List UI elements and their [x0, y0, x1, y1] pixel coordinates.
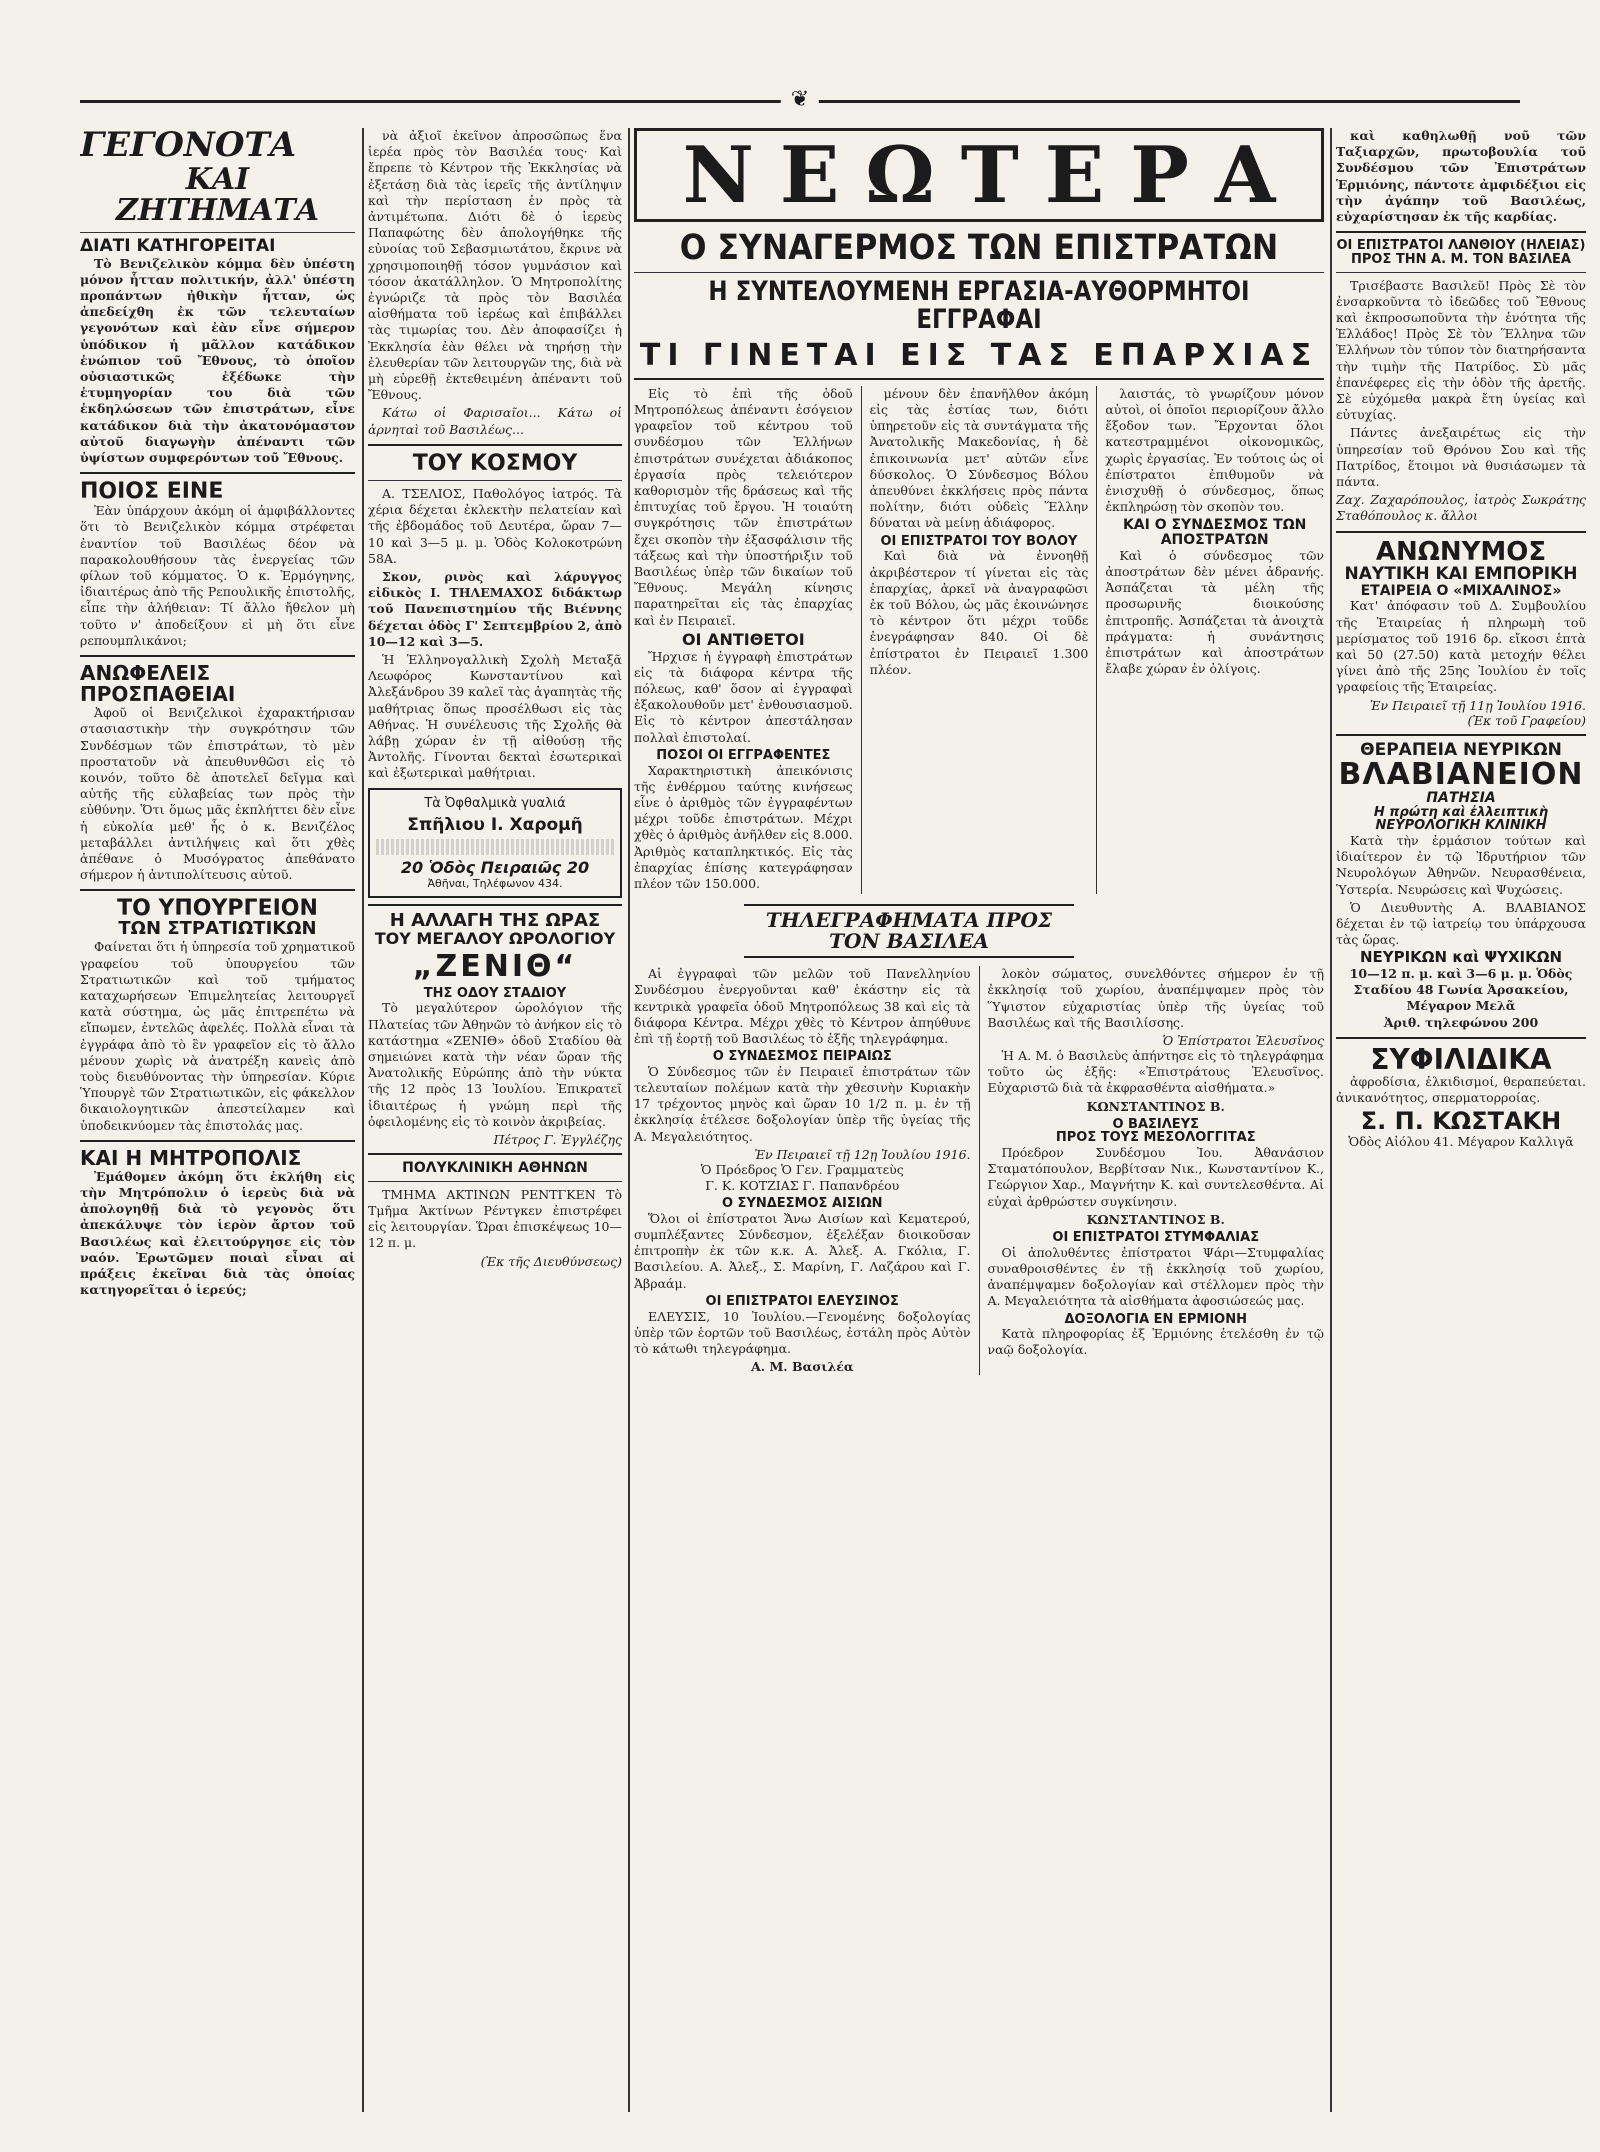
signature: Ἐν Πειραιεῖ τῇ 11ῃ Ἰουλίου 1916.: [1369, 697, 1586, 713]
signature: ΚΩΝΣΤΑΝΤΙΝΟΣ Β.: [1086, 1211, 1225, 1227]
column-2: [368, 128, 622, 1269]
signature: (Ἐκ τοῦ Γραφείου): [1467, 712, 1586, 728]
article-subheading: ΤΩΝ ΣΤΡΑΤΙΩΤΙΚΩΝ: [118, 918, 317, 940]
ad-body: Κατ' ἀπόφασιν τοῦ Δ. Συμβουλίου τῆς Ἑταιρείας ἡ πληρωμὴ τοῦ μερίσματος τοῦ 1916 δρ. εἴκοσι ἑπτὰ καὶ 50 (27.50) κατὰ μετοχήν θέλει γίνει ἀπὸ τῆς 25ης Ἰουλίου ἐν τοῖς γραφείοις τῆς Ἑταιρείας.: [1336, 598, 1586, 695]
ad-body: Ὁ Διευθυντὴς Α. ΒΛΑΒΙΑΝΟΣ δέχεται ἐν τῷ ἰατρείῳ του ὑπάρχουσα τὰς ὥρας.: [1336, 899, 1586, 948]
article-subheading: ΤΗΣ ΟΔΟΥ ΣΤΑΔΙΟΥ: [423, 985, 567, 1001]
column-rule: [362, 128, 364, 2112]
center-block: [634, 128, 1324, 1375]
signature: (Ἐκ τῆς Διευθύνσεως): [480, 1253, 622, 1269]
signature: Γ. Κ. ΚΟΤΖΙΑΣ Γ. Παπανδρέου: [705, 1178, 900, 1194]
ad-brand: ΒΛΑΒΙΑΝΕΙΟΝ: [1338, 757, 1584, 793]
ad-body: ἀφροδίσια, ἐλκιδισμοί, θεραπεύεται. ἀνικανότητος, σπερματορροίας.: [1336, 1074, 1586, 1106]
ad-brand: ΣΥΦΙΛΙΔΙΚΑ: [1370, 1042, 1552, 1076]
article-body: Καὶ διὰ νὰ ἐννοηθῇ ἀκριβέστερον τί γίνεται εἰς τὰς ἐπαρχίας, ἀρκεῖ νὰ ἀναγραφῶσι ἐκ τοῦ Βόλου, ὡς μᾶς ἐκοινώνησε τὸ κέντρον ὅτι μέχρι τοῦδε ἐνεγράφησαν 840. Οἱ δὲ ἐπίστρατοι ἐν Πειραιεῖ 1.300 πλέον.: [869, 548, 1089, 677]
signature: Ὁ Ἐπίστρατοι Ἐλευσῖνος: [1162, 1032, 1324, 1048]
article-body: Κατὰ πληροφορίας ἐξ Ἑρμιόνης ἐτελέσθη ἐν τῷ ναῷ δοξολογία.: [987, 1326, 1324, 1358]
article-heading: ΠΟΙΟΣ ΕΙΝΕ: [80, 479, 224, 505]
ad-brand: Σ. Π. ΚΩΣΤΑΚΗ: [1360, 1106, 1562, 1135]
article-body: λαιστάς, τὸ γνωρίζουν μόνον αὐτοὶ, οἱ ὁποῖοι περιορίζουν ἄλλο ἔξοδον των. Ἔρχονται ὅλοι κατεστραμμένοι οἰκονομικῶς, χωρὶς ἐργασίας. Ἐν τούτοις ὡς οἱ ἐπίστρατοι ἐπιθυμοῦν νὰ ἐνισχυθῇ ὁ σύνδεσμος, ὅπως ἐκπληρώσῃ τὸν σκοπὸν του.: [1105, 385, 1324, 515]
article-heading: ΤΟ ΥΠΟΥΡΓΕΙΟΝ: [117, 896, 318, 922]
article-heading: Η ΑΛΛΑΓΗ ΤΗΣ ΩΡΑΣ: [389, 909, 601, 931]
article-body: Ἐμάθομεν ἀκόμη ὅτι ἐκλήθη εἰς τὴν Μητρόπολιν ὁ ἱερεὺς διὰ νὰ ἀπολογηθῇ διὰ τὸ γεγονὸς ὅτι ἀπεκάλυψε τὸν ἱερὸν ἄρτον τοῦ Βασιλέως καὶ ἐλειτούργησε εἰς τὸν ναόν. Ἐρωτῶμεν ποιαὶ εἶναι αἱ πράξεις ἐκεῖναι διὰ τὰς ὁποίας κατηγορεῖται ὁ ἱερεύς;: [80, 1168, 355, 1298]
signature: Ζαχ. Ζαχαρόπουλος, ἰατρὸς Σωκράτης Σταθόπουλος κ. ἄλλοι: [1336, 492, 1586, 524]
article-heading: ΠΟΣΟΙ ΟΙ ΕΓΓΡΑΦΕΝΤΕΣ: [656, 747, 831, 763]
article-body: Τὸ Βενιζελικὸν κόμμα δὲν ὑπέστη μόνον ἧτταν πολιτικήν, ἀλλ' ὑπέστη προπάντων ἠθικὴν ἧτταν, ὡς ἀπεδείχθη ἐκ τῶν τελευταίων γεγονότων καὶ ἐὰν εἶνε σήμερον ὑπόδικον ἡ μᾶλλον κατάδικον ἐνώπιον τοῦ Ἔθνους, τὸ ὁποῖον οὐσιαστικῶς ἐξέδωκε τὴν ἐτυμηγορίαν του διὰ τῶν ἐκδηλώσεων τῶν ἐπιστράτων, εἶνε κατάδικον διὰ τὴν ἀκατονόμαστον αὐτοῦ διαγωγὴν ἀπέναντι τῶν ὑψίστων συμφερόντων τοῦ Ἔθνους.: [80, 255, 355, 465]
article-heading: Ο ΣΥΝΔΕΣΜΟΣ ΠΕΙΡΑΙΩΣ: [712, 1049, 892, 1065]
article-heading: ΠΟΛΥΚΛΙΝΙΚΗ ΑΘΗΝΩΝ: [402, 1160, 588, 1177]
article-body: νὰ ἀξιοῖ ἐκεῖνον ἀπροσῶπως ἕνα ἱερέα πρὸς τὸν Βασιλέα τους· Καὶ ἔπρεπε τὸ Κέντρον τῆς Ἐκκλησίας νὰ ἐξετάσῃ διὰ τὰς ἱερεῖς τῆς ἀντίληψιν καὶ τὴν περίσταση ἐν πρὸς τὰ ἀντιμέτωπα. Διότι δὲ ὁ ἱερεὺς Παπαφώτης δὲν ἀπολογήθηκε τῆς εὐνοίας τοῦ Σεβασμιωτάτου, ἔκρινε νὰ χρησιμοποιηθῇ τόσον γυμνάσιον καὶ τόσον ἀκατάλληλον. Ὁ Μητροπολίτης ἐγνώριζε τὰ πρὸς τὸν Βασιλέα αἰσθήματα τοῦ ἱερέως καὶ ἐπιβάλλει τὰς τιμωρίας του. Δὲν ἀποφασίζει ἡ Ἐκκλησία ἐὰν θέλει νὰ τηρήσῃ τὴν ἐλευθερίαν τῶν λειτουργῶν της, διὰ νὰ μὴ εὑρεθῇ ἐκτεθειμένη ἀπέναντι τοῦ Ἔθνους.: [368, 128, 622, 403]
article-heading: ΟΙ ΑΝΤΙΘΕΤΟΙ: [681, 629, 805, 649]
article-heading: ΟΙ ΕΠΙΣΤΡΑΤΟΙ ΕΛΕΥΣΙΝΟΣ: [705, 1293, 899, 1309]
article-heading: ΤΟΥ ΜΕΓΑΛΟΥ ΩΡΟΛΟΓΙΟΥ: [374, 928, 616, 948]
article-heading: ΔΟΞΟΛΟΓΙΑ ΕΝ ΕΡΜΙΟΝΗ: [1064, 1311, 1247, 1327]
article-body: Πάντες ἀνεξαιρέτως εἰς τὴν ὑπηρεσίαν τοῦ Θρόνου Σου καὶ τῆς Πατρίδος, ἕτοιμοι νὰ θυσιάσωμεν τὰ πάντα.: [1336, 425, 1586, 489]
article-body: Τὸ μεγαλύτερον ὡρολόγιον τῆς Πλατείας τῶν Ἀθηνῶν τὸ ἀνήκον εἰς τὸ κατάστημα «ΖΕΝΙΘ» ὁδοῦ Σταδίου θὰ σημειώνει κατὰ τὴν νέαν ὥραν τῆς Ἀνατολικῆς Εὐρώπης ἀπὸ τὴν νύκτα τῆς 12 πρὸς 13 Ἰουλίου. Ἐπικρατεῖ ἰδιαιτέρως ἡ γνώμη περὶ τῆς ὀφειλομένης εἰς τὸ κοινὸν ἀκριβείας.: [368, 1000, 622, 1129]
sub-headline: Η ΣΥΝΤΕΛΟΥΜΕΝΗ ΕΡΓΑΣΙΑ-ΑΥΘΟΡΜΗΤΟΙ ΕΓΓΡΑΦΑΙ: [708, 275, 1250, 335]
notice: Α. ΤΣΕΛΙΟΣ, Παθολόγος ἰατρός. Τὰ χέρια δέχεται ἐκλεκτὴν πελατείαν καὶ τῆς ἐβδομάδος τοῦ Δευτέρα, ὥραν 7—10 καὶ 3—5 μ. μ. Ὁδὸς Κολοκοτρώνη 58Α.: [368, 485, 622, 566]
article-body: λοκὸν σώματος, συνελθόντες σήμερον ἐν τῇ ἐκκλησίᾳ τοῦ χωρίου, ἀναπέμψαμεν πρὸς τὸν Ὕψιστον εὐχαριστίας ὑπὲρ τῆς ὑγείας τοῦ Βασιλέως καὶ τῆς Βασιλίσσης.: [987, 966, 1324, 1030]
section-kicker: ΓΕΓΟΝΟΤΑ: [80, 128, 297, 165]
article-body: Φαίνεται ὅτι ἡ ὑπηρεσία τοῦ χρηματικοῦ γραφείου τοῦ ὑπουργείου τῶν Στρατιωτικῶν καὶ τοῦ τμήματος καταχωρήσεων Ἐπιμελητείας λειτουργεῖ κατὰ σύστημα, ὡς μᾶς ἐπιτρεπέτω νὰ εἴπωμεν, ἐντελῶς ἀφελές. Πολλὰ εἶναι τὰ ἐγγράφα ἀπὸ τὸ ἓν γραφεῖον εἰς τὸ ἄλλο μένουν χωρὶς νὰ ἀνατρέξη κανεὶς ἀπὸ τοὺς διευθύνοντας τὴν ὑπηρεσίαν. Κύριε Ὑπουργὲ τῶν Στρατιωτικῶν, εἰς φάκελλον δικαιολογητικῶν ἀπεστείλαμεν καὶ ὑποδεικνύομεν τὰς ἐπιστολάς μας.: [80, 939, 355, 1133]
signature: Ὁ Πρόεδρος Ὁ Γεν. Γραμματεὺς: [700, 1161, 904, 1177]
ad-phone: Ἀριθ. τηλεφώνου 200: [1383, 1014, 1539, 1030]
signature: Πέτρος Γ. Ἐγγλέζης: [493, 1132, 622, 1148]
article-body: Ἀφοῦ οἱ Βενιζελικοὶ ἐχαρακτήρισαν στασιαστικὴν τὴν συγκρότησιν τῶν Συνδέσμων τῶν ἐπιστράτων, τὸ μὲν προστατοῦν νὰ ἀπευθυνθῶσι εἰς τὸ κοινόν, τοῦτο δὲ ἀποτελεῖ δεῖγμα καὶ αὐτῆς τῆς εὐλαβείας των πρὸς τὴν εὐθύνην. Ὅτι ὅμως μᾶς ἐκπλήττει δὲν εἶνε ἡ εὐκολία μεθ' ἧς ὁ κ. Βενιζέλος μεταβάλλει ἀντιλήψεις καὶ ὅτι χθὲς ἀπέθανε ὁ Μυσόγρατος ἀπεθάνατο σήμερον ἡ ἀντιπολίτευσις αὐτοῦ.: [80, 705, 355, 883]
ad-heading: ΑΝΩΝΥΜΟΣ: [1375, 536, 1547, 567]
column-rule: [1330, 128, 1332, 2112]
article-columns: [634, 386, 1324, 894]
article-body: ΕΛΕΥΣΙΣ, 10 Ἰουλίου.—Γενομένης δοξολογίας ὑπὲρ τῶν ἑορτῶν τοῦ Βασιλέως, ἐστάλη πρὸς Αὐτὸν τὸ κάτωθι τηλεγράφημα.: [634, 1308, 971, 1356]
ad-title: Τὰ Ὀφθαλμικὰ γυαλιά: [424, 795, 566, 811]
ad-heading: ΘΕΡΑΠΕΙΑ ΝΕΥΡΙΚΩΝ: [1360, 739, 1562, 760]
article-heading: ΟΙ ΕΠΙΣΤΡΑΤΟΙ ΤΟΥ ΒΟΛΟΥ: [880, 533, 1078, 549]
article-heading: ΚΑΙ Η ΜΗΤΡΟΠΟΛΙΣ: [80, 1145, 302, 1170]
article-body: Καὶ ὁ σύνδεσμος τῶν ἀποστράτων δὲν μένει ἀδρανής. Ἀσπάζεται τὰ μέλη τῆς προσωρινῆς διοικούσης ἐπιτροπῆς. Ἀσπάζεται τὰ ἀνοιχτὰ πράγματα: ἡ συνάντησις ἐπιστράτων καὶ ἀποστράτων ἔλαβε χώραν ἐν ὀλίγοις.: [1105, 547, 1324, 677]
article-column: [870, 386, 1089, 894]
ad-subheading: Η πρώτη καὶ ἐλλειπτικὴ ΝΕΥΡΟΛΟΓΙΚΗ ΚΛΙΝΙΚΗ: [1373, 804, 1549, 834]
article-heading: ΟΙ ΕΠΙΣΤΡΑΤΟΙ ΛΑΝΘΙΟΥ (ΗΛΕΙΑΣ) ΠΡΟΣ ΤΗΝ Α. Μ. ΤΟΝ ΒΑΣΙΛΕΑ: [1336, 238, 1586, 267]
article-body: μένουν δὲν ἐπανῆλθον ἀκόμη εἰς τὰς ἑστίας των, διότι ὑπηρετοῦν εἰς τὰ συντάγματα τῆς Ἀνατολικῆς Μακεδονίας, ἡ δὲ ἐπικοινωνία μετ' αὐτῶν εἶνε δύσκολος. Ὁ Σύνδεσμος Βόλου ἀπευθύνει ἐκκλήσεις πρὸς πάντα πολίτην, διότι οὐδεὶς Ἕλλην δύναται νὰ μείνῃ ἀδιάφορος.: [869, 385, 1089, 531]
article-column: [634, 386, 853, 894]
article-body: Τρισέβαστε Βασιλεῦ! Πρὸς Σὲ τὸν ἐνσαρκοῦντα τὸ ἰδεῶδες τοῦ Ἔθνους καὶ ἐκπροσωποῦντα τὴν ἑνότητα τῆς Ἑλλάδος! Πρὸς Σὲ τὸν Ἕλληνα τῶν Ἑλλήνων τὸν τύπον τὸν διατηρήσαντα τὴν τιμὴν τῆς Πατρίδος. Σὺ μᾶς ἐπανέφερες εἰς τὴν ὁδὸν τῆς ἀρετῆς. Σὲ εὐχόμεθα μακρὰ ἔτη ὑγείας καὶ εὐτυχίας.: [1336, 277, 1586, 423]
article-heading: ΚΑΙ Ο ΣΥΝΔΕΣΜΟΣ ΤΩΝ ΑΠΟΣΤΡΑΤΩΝ: [1122, 517, 1307, 549]
column-rule: [628, 128, 630, 2112]
article-body: Ἐὰν ὑπάρχουν ἀκόμη οἱ ἀμφιβάλλοντες ὅτι τὸ Βενιζελικὸν κόμμα στρέφεται ἐναντίον τοῦ Βασιλέως δέον νὰ παρακολουθήσουν τὰς ἐνεργείας τῶν φίλων τοῦ κόμματος. Ὁ κ. Ἑρμόγηνης, ἰδιαιτέρως ἀπὸ τῆς Ρεπουλικῆς ἐπιστολῆς, εἶπε τὴν ἀλήθειαν: Τί ἄλλο ἤθελον μὴ τοῦτο ν' ἀποδείξουν εἰ μὴ ὅτι εἶνε ρεπουμπλικάνοι;: [80, 503, 355, 648]
telegram-columns: [634, 966, 1324, 1375]
article-heading: Ο ΣΥΝΔΕΣΜΟΣ ΑΙΣΙΩΝ: [721, 1196, 883, 1212]
ad-heading: ΝΑΥΤΙΚΗ ΚΑΙ ΕΜΠΟΡΙΚΗ: [1344, 563, 1578, 584]
sub-headline: ΤΙ ΓΙΝΕΤΑΙ ΕΙΣ ΤΑΣ ΕΠΑΡΧΙΑΣ: [639, 338, 1319, 374]
article-body: καὶ καθηλωθῇ νοῦ τῶν Ταξιαρχῶν, πρωτοβουλία τοῦ Συνδέσμου τῶν Ἐπιστράτων Ἑρμιόνης, πάντοτε ἀμφιδέξιοι εἰς τὴν ἀγάπην τοῦ Βασιλέως, εὐχαρίστησαν ἐκ τῆς καρδίας.: [1336, 128, 1586, 225]
notice: Σκον, ρινὸς καὶ λάρυγγος εἰδικὸς Ι. ΤΗΛΕΜΑΧΟΣ διδάκτωρ τοῦ Πανεπιστημίου τῆς Βιέννης δέχεται ὁδὸς Γ' Σεπτεμβρίου 2, ἀπὸ 10—12 καὶ 3—5.: [368, 568, 622, 649]
main-headline: Ο ΣΥΝΑΓΕΡΜΟΣ ΤΩΝ ΕΠΙΣΤΡΑΤΩΝ: [679, 227, 1279, 268]
masthead: ΝΕΩΤΕΡΑ: [634, 128, 1324, 222]
ad-city: Ἀθῆναι, Τηλέφωνον 434.: [427, 876, 563, 890]
section-heading: ΤΟΥ ΚΟΣΜΟΥ: [412, 450, 578, 476]
advertisement-box: [368, 788, 622, 898]
notice: Ἡ Ἑλληνογαλλικὴ Σχολὴ Μεταξᾶ Λεωφόρος Κωνσταντίνου καὶ Ἀλεξάνδρου 39 καλεῖ τὰς ἀγαπητὰς τῆς μαθήτριας ὅπως προσέλθωσι εἰς τὰς Αθήνας. Ἡ συνέλευσις τῆς Σχολῆς θὰ λάβῃ χώραν ἐν τῇ αἰθούσῃ τῆς Ἀντολῆς. Γίνονται δεκταὶ ἐσωτερικαὶ καὶ ἐξωτερικαὶ μαθήτριαι.: [368, 651, 622, 781]
ad-address: 20 Ὁδὸς Πειραιῶς 20: [400, 857, 590, 877]
telegram-column: [634, 966, 971, 1375]
ad-heading: ΝΕΥΡΙΚΩΝ καὶ ΨΥΧΙΚΩΝ: [1359, 948, 1563, 967]
article-heading: ΑΝΩΦΕΛΕΙΣ ΠΡΟΣΠΑΘΕΙΑΙ: [80, 661, 236, 707]
top-rule: [80, 87, 1520, 117]
section-kicker-2: ΚΑΙ ΖΗΤΗΜΑΤΑ: [116, 161, 319, 229]
article-body: Ὅλοι οἱ ἐπίστρατοι Ἄνω Αισίων καὶ Κεματερού, συμπλέξαντες Σύνδεσμον, ἐξελέξαν διοικοῦσαν ἐπιτροπὴν ἐκ τῶν κ.κ. Α. Ἀλεξ. Α. Γκόλια, Γ. Βασιλείου. Α. Ἀλεξ., Σ. Μαρίνη, Γ. Λαζάρου καὶ Γ. Ἀβραάμ.: [634, 1210, 971, 1291]
article-closing: Κάτω οἱ Φαρισαῖοι... Κάτω οἱ ἀρνηταὶ τοῦ Βασιλέως...: [368, 405, 622, 437]
article-body: ΤΜΗΜΑ ΑΚΤΙΝΩΝ ΡΕΝΤΓΚΕΝ Τὸ Τμῆμα Ἀκτίνων Ρέντγκεν ἐπιστρέφει εἰς λειτουργίαν. Ὥραι ἐπισκέψεως 10—12 π. μ.: [368, 1186, 622, 1251]
signature: Ἐν Πειραιεῖ τῇ 12ῃ Ἰουλίου 1916.: [754, 1146, 971, 1162]
ad-address: Ὁδὸς Αἰόλου 41. Μέγαρον Καλλιγᾶ: [1348, 1133, 1574, 1149]
article-body: Οἱ ἀπολυθέντες ἐπίστρατοι Ψάρι—Στυμφαλίας συναθροισθέντες ἐν τῇ ἐκκλησίᾳ τοῦ χωρίου, ἀναπέμψαμεν δοξολογίαν καὶ στέλλομεν πρὸς τὴν Α. Μεγαλειότητα τὰ αἰσθήματα ἀφοσιώσεώς μας.: [987, 1244, 1324, 1309]
article-body: Ὁ Σύνδεσμος τῶν ἐν Πειραιεῖ ἐπιστράτων τῶν τελευταίων πολέμων κατὰ τὴν χθεσινὴν Κυριακὴν 17 τρέχοντος μηνὸς καὶ ὥραν 10 1/2 π. μ. ἐν τῇ ἐκκλησίᾳ ἐτέλεσε δοξολογίαν ὑπὲρ τῆς ὑγείας τῆς Α. Μεγαλειότητος.: [634, 1063, 971, 1144]
article-heading: Ο ΒΑΣΙΛΕΥΣ: [1112, 1116, 1199, 1132]
column-1: [80, 128, 355, 1300]
ad-subheading: ΠΑΤΗΣΙΑ: [1426, 789, 1496, 806]
article-heading: ΠΡΟΣ ΤΟΥΣ ΜΕΣΟΛΟΓΓΙΤΑΣ: [1055, 1130, 1256, 1146]
article-body: Ἤρχισε ἡ ἐγγραφὴ ἐπιστράτων εἰς τὰ διάφορα κέντρα τῆς πόλεως, καθ' ὅσον αἱ ἐγγραφαὶ ἐξακολουθοῦν μετ' ἐνθουσιασμοῦ. Εἰς τὸ κέντρον ἀπεστάλησαν πολλαὶ ἐπιστολαί.: [634, 648, 853, 745]
article-body: Αἱ ἐγγραφαὶ τῶν μελῶν τοῦ Πανελληνίου Συνδέσμου ἐνεργοῦνται καθ' ἑκάστην εἰς τὰ κεντρικὰ γραφεῖα ὁδοῦ Μητροπόλεως 38 καὶ εἰς τὰ διάφορα Κέντρα. Μέχρι χθὲς τὸ Κέντρον ἀπηύθυνε ἐπὶ τῇ ἐορτῇ τοῦ Βασιλέως τὸ ἑξῆς τηλεγράφημα.: [634, 966, 971, 1046]
column-6: [1336, 128, 1586, 1150]
article-column: [1105, 386, 1324, 894]
article-body: Χαρακτηριστικὴ ἀπεικόνισις τῆς ἐνθέρμου ταύτης κινήσεως εἶνε ὁ ἀριθμὸς τῶν ἐγγραφέντων μέχρι τοῦδε ἐπιστράτων. Μέχρι χθὲς ὁ ἀριθμὸς ἀνῆλθεν εἰς 8.000. Ἀριθμὸς καταπληκτικός. Εἰς τὰς ἐπαρχίας ἐπίσης κατεγράφησαν πλέον τῶν 150.000.: [634, 762, 853, 891]
article-heading: ΟΙ ΕΠΙΣΤΡΑΤΟΙ ΣΤΥΜΦΑΛΙΑΣ: [1052, 1230, 1260, 1246]
telegram-column: [987, 966, 1324, 1375]
ad-body: Κατὰ τὴν ἐρμάσιον τούτων καὶ ἰδιαίτερον ἐν τῷ Ἰδρυτήριον τῶν Νευρολόγων Ἀθηνῶν. Νευρασθένεια, Ὑστερία. Νευρώσεις καὶ Ψυχώσεις.: [1336, 832, 1586, 897]
ad-heading: ΕΤΑΙΡΕΙΑ Ο «ΜΙΧΑΛΙΝΟΣ»: [1360, 582, 1562, 599]
article-body: Πρόεδρον Συνδέσμου Ἰου. Ἀθανάσιον Σταματόπουλον, Βερβίτσαν Νικ., Κωνσταντίνον Κ., Γεώργιον Χαρ., Μαγνήτην Κ. καὶ συντελεσθέντα. Αἱ εὐχαὶ ἀρθρώστεν συγκίνησιν.: [987, 1145, 1324, 1209]
ad-body: 10—12 π. μ. καὶ 3—6 μ. μ. Ὁδὸς Σταδίου 48 Γωνία Ἀρσακείου, Μέγαρον Μελᾶ: [1349, 966, 1573, 1014]
article-body: Εἰς τὸ ἐπὶ τῆς ὁδοῦ Μητροπόλεως ἀπέναντι ἐσόγειον γραφεῖον τοῦ κέντρου τοῦ συνδέσμου τῶν Ἑλλήνων ἐπιστράτων συνέχεται ἀδιάκοπος ἐργασία πρὸς τελειότερον καθορισμὸν τῆς δράσεως καὶ τῆς ἐπιτυχίας τοῦ ἔργου. Ἡ τοιαύτη συγκρότησις τῶν ἐπιστράτων ἔχει σκοπὸν τὴν ἐξασφάλισιν τῆς τάξεως καὶ τὴν ὑποστήριξιν τοῦ Βασιλέως ὑπὲρ τῶν δικαίων τοῦ Ἔθνους. Μεγάλη κίνησις παρατηρεῖται εἰς τὰς ἐπαρχίας καὶ ἐν Πειραιεῖ.: [634, 385, 853, 628]
ornament: ❦: [781, 87, 819, 112]
ad-name: Σπῆλιου Ι. Χαρομῆ: [407, 814, 583, 835]
section-heading: ΤΗΛΕΓΡΑΦΗΜΑΤΑ ΠΡΟΣ ΤΟΝ ΒΑΣΙΛΕΑ: [744, 904, 1074, 958]
article-heading: ΔΙΑΤΙ ΚΑΤΗΓΟΡΕΙΤΑΙ: [80, 235, 276, 256]
signature: ΚΩΝΣΤΑΝΤΙΝΟΣ Β.: [1086, 1098, 1225, 1114]
brand-title: „ΖΕΝΙΘ“: [412, 949, 578, 985]
signature: Α. Μ. Βασιλέα: [751, 1359, 854, 1375]
article-body: Ἡ Α. Μ. ὁ Βασιλεὺς ἀπήντησε εἰς τὸ τηλεγράφημα τοῦτο ὡς ἑξῆς: «Ἐπιστράτους Ἐλευσῖνος. Εὐχαριστῶ διὰ τὰ ἐκφρασθέντα αἰσθήματα.»: [987, 1047, 1324, 1096]
